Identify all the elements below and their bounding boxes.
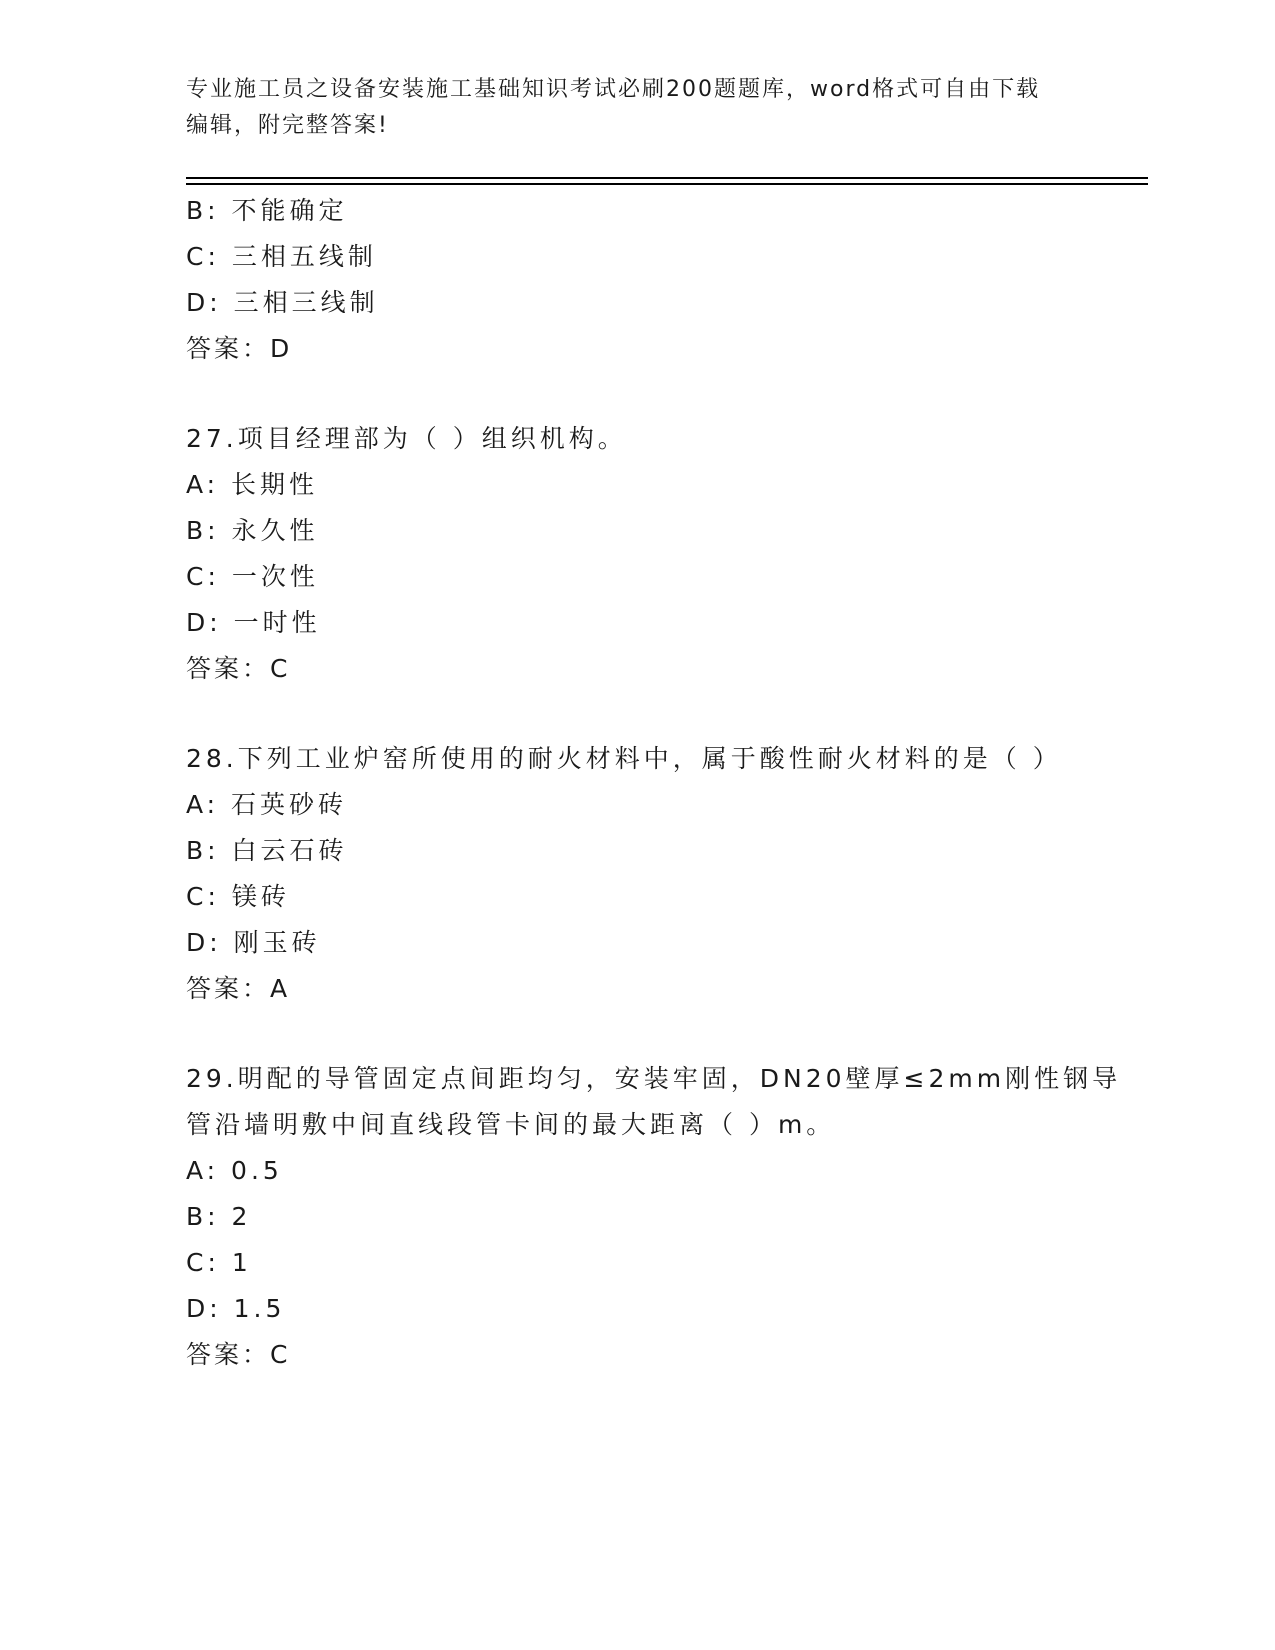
- header-divider-bottom: [186, 183, 1148, 185]
- answer: 答案：C: [186, 654, 291, 683]
- option-a: A: 石英砂砖: [186, 790, 348, 819]
- option-d: D: 1.5: [186, 1294, 286, 1323]
- question-stem: 27.项目经理部为（ ）组织机构。: [186, 424, 627, 453]
- spacer: [186, 1012, 1148, 1056]
- spacer: [186, 692, 1148, 736]
- spacer: [186, 372, 1148, 416]
- option-d: D: 一时性: [186, 608, 321, 637]
- header-line-1: 专业施工员之设备安装施工基础知识考试必刷200题题库，word格式可自由下载: [186, 77, 1041, 102]
- option-b: B: 永久性: [186, 516, 319, 545]
- question-27: [186, 416, 1148, 692]
- option-d: D: 刚玉砖: [186, 928, 321, 957]
- option-a: A: 长期性: [186, 470, 319, 499]
- header-divider-top: [186, 177, 1148, 179]
- option-b: B: 2: [186, 1202, 252, 1231]
- question-stem-line-1: 29.明配的导管固定点间距均匀，安装牢固，DN20壁厚≤2mm刚性钢导: [186, 1064, 1122, 1093]
- option-b: B: 不能确定: [186, 196, 348, 225]
- question-28: [186, 736, 1148, 1012]
- option-c: C: 三相五线制: [186, 242, 377, 271]
- question-list: [186, 188, 1148, 1378]
- header-line-2: 编辑，附完整答案!: [186, 113, 389, 138]
- option-c: C: 镁砖: [186, 882, 290, 911]
- option-c: C: 一次性: [186, 562, 319, 591]
- question-29: [186, 1056, 1148, 1378]
- question-stem-line-2: 管沿墙明敷中间直线段管卡间的最大距离（ ）m。: [186, 1110, 836, 1139]
- option-c: C: 1: [186, 1248, 252, 1277]
- question-stem: 28.下列工业炉窑所使用的耐火材料中，属于酸性耐火材料的是（ ）: [186, 744, 1062, 773]
- option-a: A: 0.5: [186, 1156, 283, 1185]
- document-header: [186, 72, 1086, 144]
- answer: 答案：A: [186, 974, 291, 1003]
- answer: 答案：C: [186, 1340, 291, 1369]
- option-b: B: 白云石砖: [186, 836, 348, 865]
- option-d: D: 三相三线制: [186, 288, 379, 317]
- answer: 答案：D: [186, 334, 293, 363]
- question-26-continued: [186, 188, 1148, 372]
